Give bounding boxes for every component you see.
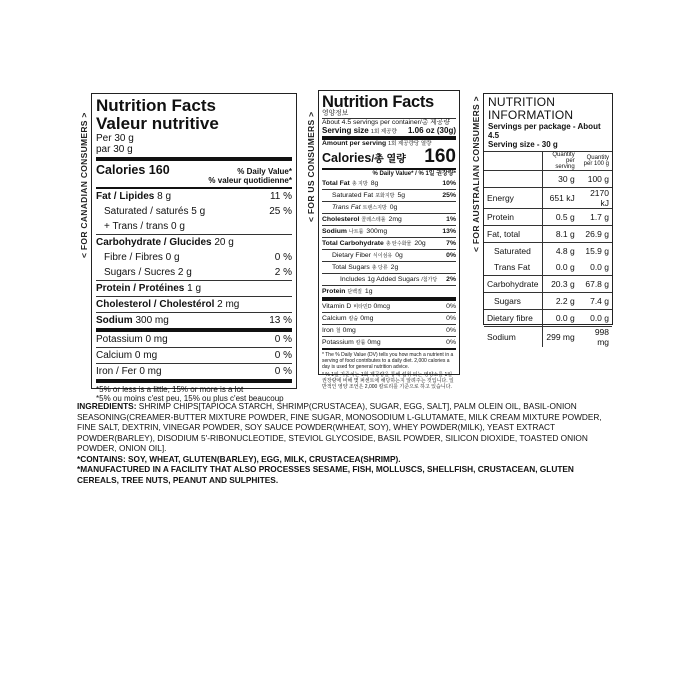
ca-nutrient-row [96,281,292,296]
ca-nutrient-row [96,250,292,265]
ca-nutrient-dv: 13 % [269,314,292,326]
us-calories-value: 160 [424,146,456,167]
us-nutrient-name: Protein [322,287,346,295]
ca-nutrient-dv: 0 % [274,365,292,377]
us-nutrient-name: Cholesterol [322,215,360,223]
au-serving-size: Serving size - 30 g [488,140,558,149]
au-table-row [484,209,612,226]
us-nutrient-ko: 총 당류 [371,264,388,271]
us-mineral-row [322,325,456,336]
us-nutrient-name: Saturated Fat [332,191,374,199]
au-row-serving: 0.0 g [555,262,575,272]
us-nutrient-dv: 25% [442,191,456,199]
ca-nutrient-row [96,332,292,347]
us-mineral-label [322,315,373,323]
us-nutrient-row [322,202,456,213]
au-row-100: 998 mg [578,327,612,348]
au-row-serving: 4.8 g [542,243,578,260]
au-row-label: Fat, total [484,226,542,243]
us-nutrient-dv: 0% [446,251,456,259]
us-mineral-amount: 0mg [342,326,356,334]
au-title: NUTRITION INFORMATION [488,95,574,122]
us-nutrient-row [322,250,456,261]
us-nutrient-ko: 트랜스지방 [362,204,387,211]
us-nutrient-amount: 8g [370,179,379,187]
us-serving-size-value: 1.06 oz (30g) [407,126,456,135]
us-nutrient-name: Total Sugars [332,263,370,271]
ca-nutrient-name: Saturated / saturés 5 g [104,205,206,217]
ca-nutrient-label [96,206,205,218]
au-table-row [484,243,612,260]
au-row-100: 2170 kJ [578,188,612,209]
ca-nutrient-label [96,267,192,279]
ca-nutrient-name: Cholesterol / Cholestérol [96,298,215,310]
au-row-label: Dietary fibre [484,310,542,327]
au-row-100: 7.4 g [578,293,612,310]
us-serving-size-label: Serving size [322,126,369,135]
us-nutrient-label [322,192,405,200]
us-nutrient-label [322,180,378,188]
us-nutrient-list [322,178,456,297]
au-row-label: Carbohydrate [484,276,542,293]
ca-footnote-fr: *5% ou moins c'est peu, 15% ou plus c'est beaucoup [96,394,284,403]
ca-nutrient-row [96,219,292,234]
ca-nutrient-label [96,299,239,311]
ca-nutrient-label [96,366,162,378]
allergen-contains: *CONTAINS: SOY, WHEAT, GLUTEN(BARLEY), EGG, MILK, CRUSTACEA(SHRIMP). [77,453,401,464]
us-nutrient-dv: 7% [446,239,456,247]
ca-dv-en: % Daily Value* [237,167,292,176]
us-mineral-name: Calcium [322,314,347,322]
au-qty-serving: 30 g [542,171,578,188]
us-mineral-row [322,337,456,348]
ca-nutrient-name: Sugars / Sucres 2 g [104,266,192,278]
au-table-row [484,259,612,276]
ca-nutrient-dv: 0 % [274,251,292,263]
ca-nutrient-name: Fibre / Fibres 0 g [104,251,180,263]
au-row-serving: 0.5 g [542,209,578,226]
ca-dv-fr: % valeur quotidienne* [208,176,292,185]
au-nutrition-table [484,151,612,347]
us-nutrient-dv: 10% [442,179,456,187]
us-dv-header: % Daily Value* / % 1일 권장량* [372,171,456,177]
us-calories-label: Calories [322,151,372,165]
ca-nutrient-name: + Trans / trans 0 g [104,220,185,232]
au-row-serving: 20.3 g [542,276,578,293]
us-amount-per: Amount per serving [322,140,387,147]
au-row-serving: 0.0 g [542,310,578,327]
ca-nutrient-label [96,252,180,264]
us-serving-size-ko: 1회 제공량 [370,129,397,135]
ca-nutrient-name: Calcium 0 mg [96,349,158,361]
us-nutrient-name: Total Carbohydrate [322,239,384,247]
ca-nutrient-amount: 1 g [187,282,202,294]
ingredients-block [77,401,612,485]
ca-nutrient-label [96,283,201,295]
au-row-label: Protein [484,209,542,226]
us-mineral-ko: 칼슘 [348,315,359,322]
ca-title-fr: Valeur nutritive [96,114,219,133]
au-servings: Servings per package - About 4.5 [488,122,601,140]
us-mineral-amount: 0mg [367,338,381,346]
us-nutrient-amount: 2g [390,263,399,271]
us-nutrient-label [322,240,426,248]
us-nutrient-ko: 총 탄수화물 [385,240,412,247]
us-nutrient-ko: 콜레스테롤 [361,216,386,223]
us-nutrient-label [322,204,397,212]
us-servings: About 4.5 servings per container/총 제공량 [322,119,450,126]
au-row-100: 26.9 g [578,226,612,243]
us-nutrient-ko: 나트륨 [348,228,364,235]
us-nutrient-amount: 0g [395,251,403,259]
us-mineral-amount: 0mg [360,314,374,322]
au-table-row [484,310,612,327]
ca-nutrient-dv: 11 % [269,190,292,202]
us-mineral-name: Potassium [322,338,354,346]
us-mineral-dv: 0% [446,338,456,346]
au-table-row [484,276,612,293]
us-nutrient-dv: 1% [446,215,456,223]
ca-title-en: Nutrition Facts [96,96,216,115]
us-mineral-ko: 비타민D [353,303,372,310]
us-nutrient-row [322,286,456,297]
au-row-serving: 299 mg [542,327,578,348]
ca-nutrient-label [96,350,157,362]
au-row-label: Sugars [484,293,542,310]
ca-nutrient-amount: 2 mg [217,298,240,310]
us-nutrient-label [322,252,403,260]
us-nutrient-row [322,178,456,189]
au-row-label: Saturated [484,243,542,260]
us-nutrient-row [322,226,456,237]
us-nutrient-row [322,214,456,225]
us-title-ko: 영양정보 [322,110,349,117]
us-nutrition-panel [318,90,460,390]
ca-footnote-en: *5% or less is a little, 15% or more is a lot [96,385,244,394]
ca-nutrient-label [96,237,234,249]
au-qty-100: 100 g [578,171,612,188]
ca-nutrient-list [96,189,292,379]
au-row-100: 0.0 g [578,310,612,327]
us-nutrient-label [322,228,387,236]
ca-nutrient-row [96,297,292,312]
ca-nutrient-dv: 25 % [269,205,292,217]
au-row-label: Energy [484,188,542,209]
ingredients-label: INGREDIENTS: [77,401,137,411]
us-calories-ko: /총 열량 [371,154,406,165]
us-nutrient-ko: /첨가당 [421,276,438,283]
us-nutrient-label [322,264,398,272]
au-row-serving: 651 kJ [542,188,578,209]
australian-side-label: < FOR AUSTRALIAN CONSUMERS > [471,96,481,252]
us-footnote-en: * The % Daily Value (DV) tells you how much a nutrient in a serving of food contributes to a daily diet. 2,000 calories a day is used for general nutrition advice. [322,352,454,370]
ca-nutrient-label [96,334,168,346]
australian-nutrition-panel [483,93,613,347]
us-title: Nutrition Facts [322,93,434,111]
us-amount-per-ko: 1회 제공량당 열량 [388,141,432,147]
ca-nutrient-name: Fat / Lipides [96,190,155,202]
ca-nutrient-dv: 0 % [274,349,292,361]
us-mineral-row [322,301,456,312]
au-row-100: 1.7 g [578,209,612,226]
ca-nutrient-dv: 0 % [274,333,292,345]
au-row-100: 15.9 g [578,243,612,260]
ca-nutrient-row [96,189,292,204]
us-nutrient-amount: 2mg [388,215,402,223]
ca-nutrient-row [96,265,292,280]
us-nutrient-dv: 13% [442,227,456,235]
us-mineral-dv: 0% [446,326,456,334]
us-nutrient-name: Trans Fat [332,203,361,211]
canadian-nutrition-panel [91,93,297,403]
us-mineral-dv: 0% [446,314,456,322]
us-mineral-label [322,339,381,347]
us-mineral-name: Vitamin D [322,302,352,310]
us-nutrient-label [322,216,402,224]
us-nutrient-name: Includes 1g Added Sugars [340,275,420,283]
au-row-label: Trans Fat [484,259,542,276]
us-mineral-ko: 철 [335,327,341,334]
us-nutrient-label [322,288,372,296]
ca-nutrient-dv: 2 % [274,266,292,278]
us-footnote-ko: * % 1일 기준치는 1회 제공량을 통해 섭취 되는 영양소를 1일 권장량에 비해 몇 퍼센트에 해당하는지 알려주는 것입니다. 일반적인 영양 조언은 2,000 칼로리를 기준으로 하고 있습니다. [322,372,454,390]
us-nutrient-ko: 포화지방 [375,192,395,199]
us-mineral-dv: 0% [446,302,456,310]
au-table-row [484,293,612,310]
us-mineral-list [322,301,456,348]
ca-nutrient-amount: 20 g [214,236,234,248]
us-nutrient-amount: 1g [364,287,373,295]
ca-per-en: Per 30 g [96,133,134,144]
ca-nutrient-row [96,313,292,328]
us-mineral-label [322,327,356,335]
us-nutrient-ko: 식이섬유 [372,252,393,259]
us-nutrient-row [322,274,456,285]
au-col-serving: Quantity per serving [542,152,578,171]
facility-warning: *MANUFACTURED IN A FACILITY THAT ALSO PROCESSES SESAME, FISH, MOLLUSCS, SHELLFISH, CRUSTACEAN, GLUTEN CEREALS, TREE NUTS, PEANUT AND SULPHITES. [77,464,574,485]
ca-nutrient-amount: 300 mg [135,314,169,326]
au-row-serving: 8.1 g [542,226,578,243]
au-col-100: Quantity per 100 g [578,152,612,171]
us-mineral-label [322,303,390,311]
ca-nutrient-row [96,364,292,379]
us-nutrient-ko: 단백질 [347,288,362,295]
us-nutrient-row [322,238,456,249]
us-nutrient-dv: 2% [446,275,456,283]
us-nutrient-row [322,190,456,201]
us-nutrient-amount: 20g [414,239,426,247]
au-table-row [484,327,612,348]
ingredients-text: SHRIMP CHIPS[TAPIOCA STARCH, SHRIMP(CRUSTACEA), SUGAR, EGG, SALT], PALM OLEIN OIL, BASIL-ONION SEASONING(CREAMER-BUTTER MIXTURE POWDER, FINE SUGAR, MONOSODIUM L-GLUTAMATE, MILK CREAM MIXTURE POWDER, FINE SALT, DEXTRIN, VINEGAR POWDER, SOY SAUCE POWDER(WHEAT, SOY), WHEY POWDER(MILK), YEAST EXTRACT POWDER(BARLEY), DISODIUM 5'-RIBONUCLEOTIDE, STEVIOL GLYCOSIDE, BASIL POWDER, SILICON DIOXIDE, TOASTED ONION POWDER, ONION OIL]. [77,401,602,453]
us-mineral-ko: 칼륨 [355,339,366,346]
ca-nutrient-label [96,221,185,233]
ca-nutrient-name: Sodium [96,314,133,326]
canadian-side-label: < FOR CANADIAN CONSUMERS > [79,112,89,258]
us-nutrient-label [322,276,437,284]
us-mineral-row [322,313,456,324]
us-side-label: < FOR US CONSUMERS > [306,111,316,222]
ca-nutrient-row [96,235,292,250]
ca-nutrient-row [96,204,292,219]
ca-per-fr: par 30 g [96,144,133,155]
au-row-100: 67.8 g [578,276,612,293]
au-row-label: Sodium [484,327,542,348]
us-nutrient-ko: 총 지방 [351,180,368,187]
us-nutrient-row [322,262,456,273]
ca-nutrient-label [96,315,169,327]
au-table-row [484,226,612,243]
au-table-row [484,188,612,209]
ca-nutrient-name: Iron / Fer 0 mg [96,365,162,377]
ca-nutrient-name: Potassium 0 mg [96,333,168,345]
ca-nutrient-label [96,191,171,203]
us-nutrient-name: Dietary Fiber [332,251,371,259]
ca-calories: Calories 160 [96,163,170,177]
ca-nutrient-row [96,348,292,363]
us-nutrient-amount: 0g [389,203,398,211]
us-nutrient-amount: 5g [397,191,406,199]
us-mineral-name: Iron [322,326,334,334]
ca-nutrient-name: Protein / Protéines [96,282,185,294]
us-nutrient-name: Total Fat [322,179,350,187]
ca-nutrient-amount: 8 g [157,190,172,202]
ca-nutrient-name: Carbohydrate / Glucides [96,236,212,248]
us-nutrient-name: Sodium [322,227,347,235]
au-row-100: 0.0 g [590,262,609,272]
us-nutrient-amount: 300mg [366,227,388,235]
au-row-serving: 2.2 g [542,293,578,310]
us-mineral-amount: 0mcg [373,302,391,310]
